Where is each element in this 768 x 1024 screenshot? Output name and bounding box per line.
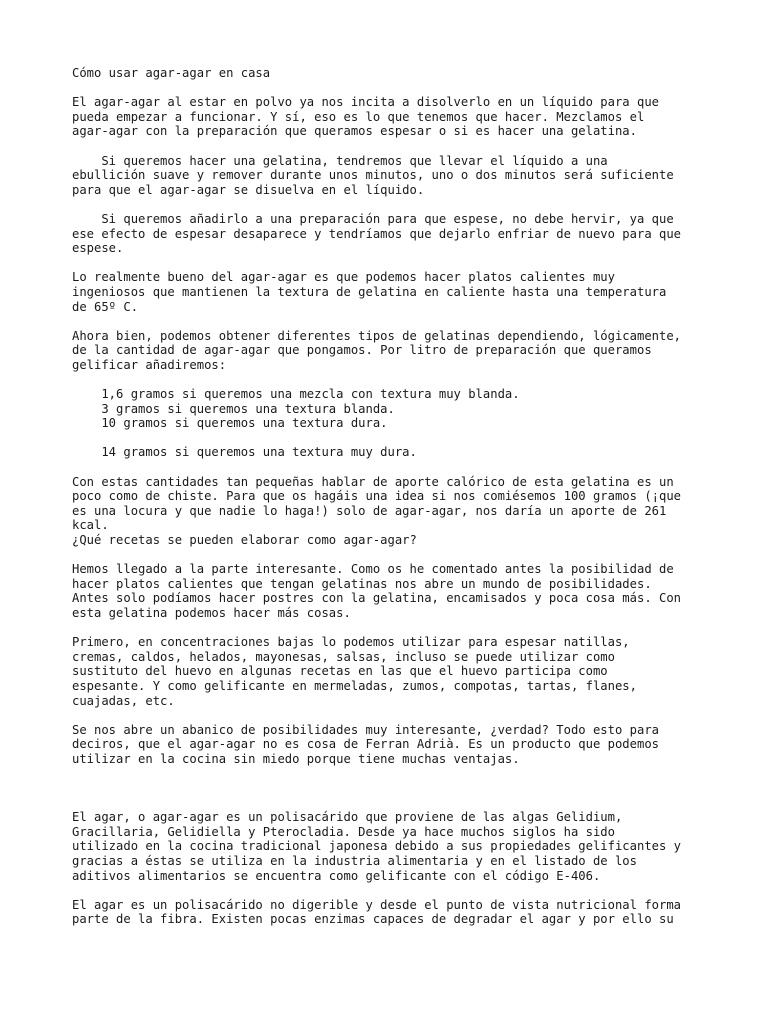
paragraph-2 bbox=[72, 154, 712, 198]
text-line: Se nos abre un abanico de posibilidades muy interesante, ¿verdad? Todo esto para bbox=[72, 722, 659, 737]
text-line: El agar-agar al estar en polvo ya nos incita a disolverlo en un líquido para que bbox=[72, 95, 659, 110]
text-line: El agar, o agar-agar es un polisacárido que proviene de las algas Gelidium, bbox=[72, 810, 623, 825]
quantity-list-extra bbox=[72, 445, 712, 460]
text-line: espese. bbox=[72, 241, 124, 256]
text-line: Si queremos añadirlo a una preparación para que espese, no debe hervir, ya que bbox=[72, 211, 674, 226]
document-title: Cómo usar agar-agar en casa bbox=[72, 66, 271, 80]
text-line: es una locura y que nadie lo haga!) solo de agar-agar, nos daría un aporte de 261 bbox=[72, 503, 667, 518]
text-line: pueda empezar a funcionar. Y sí, eso es lo que tenemos que hacer. Mezclamos el bbox=[72, 109, 645, 124]
text-line: Gracillaria, Gelidiella y Pterocladia. Desde ya hace muchos siglos ha sido bbox=[72, 824, 615, 839]
text-line: espesante. Y como gelificante en mermeladas, zumos, compotas, tartas, flanes, bbox=[72, 678, 637, 693]
paragraph-9 bbox=[72, 723, 712, 767]
text-line: ebullición suave y remover durante unos minutos, uno o dos minutos será suficiente bbox=[72, 168, 674, 183]
text-line: gelificar añadiremos: bbox=[72, 357, 227, 372]
text-line: cremas, caldos, helados, mayonesas, salsas, incluso se puede utilizar como bbox=[72, 649, 615, 664]
text-line: ese efecto de espesar desaparece y tendríamos que dejarlo enfriar de nuevo para que bbox=[72, 226, 682, 241]
paragraph-3 bbox=[72, 212, 712, 256]
paragraph-10 bbox=[72, 810, 712, 883]
paragraph-1 bbox=[72, 95, 712, 139]
text-line: utilizado en la cocina tradicional japonesa debido a sus propiedades gelificantes y bbox=[72, 839, 682, 854]
section-heading: ¿Qué recetas se pueden elaborar como agar-agar? bbox=[72, 533, 417, 547]
quantity-list bbox=[72, 387, 712, 431]
text-line: de la cantidad de agar-agar que pongamos. Por litro de preparación que queramos bbox=[72, 343, 652, 358]
paragraph-4 bbox=[72, 270, 712, 314]
text-line: Con estas cantidades tan pequeñas hablar de aporte calórico de esta gelatina es un bbox=[72, 474, 674, 489]
text-line: agar-agar con la preparación que queramos espesar o si es hacer una gelatina. bbox=[72, 124, 637, 139]
text-line: parte de la fibra. Existen pocas enzimas capaces de degradar el agar y por ello su bbox=[72, 912, 674, 927]
text-line: El agar es un polisacárido no digerible y desde el punto de vista nutricional forma bbox=[72, 897, 682, 912]
text-line: Antes solo podíamos hacer postres con la gelatina, encamisados y poca cosa más. Con bbox=[72, 591, 682, 606]
text-line: hacer platos calientes que tengan gelatinas nos abre un mundo de posibilidades. bbox=[72, 576, 652, 591]
text-line: kcal. bbox=[72, 518, 109, 533]
paragraph-11 bbox=[72, 898, 712, 927]
text-line: aditivos alimentarios se encuentra como gelificante con el código E-406. bbox=[72, 868, 601, 883]
text-line: Lo realmente bueno del agar-agar es que podemos hacer platos calientes muy bbox=[72, 270, 615, 285]
paragraph-5 bbox=[72, 329, 712, 373]
list-item: 10 gramos si queremos una textura dura. bbox=[72, 416, 388, 431]
text-line: esta gelatina podemos hacer más cosas. bbox=[72, 605, 351, 620]
paragraph-6 bbox=[72, 475, 712, 548]
paragraph-8 bbox=[72, 635, 712, 708]
list-item: 3 gramos si queremos una textura blanda. bbox=[72, 401, 395, 416]
text-line: de 65º C. bbox=[72, 299, 139, 314]
text-line: ingeniosos que mantienen la textura de gelatina en caliente hasta una temperatura bbox=[72, 284, 667, 299]
text-line: Hemos llegado a la parte interesante. Como os he comentado antes la posibilidad de bbox=[72, 562, 674, 577]
text-line: para que el agar-agar se disuelva en el líquido. bbox=[72, 182, 425, 197]
text-line: Ahora bien, podemos obtener diferentes tipos de gelatinas dependiendo, lógicamente, bbox=[72, 328, 682, 343]
text-line: Primero, en concentraciones bajas lo podemos utilizar para espesar natillas, bbox=[72, 635, 630, 650]
text-line: sustituto del huevo en algunas recetas en las que el huevo participa como bbox=[72, 664, 608, 679]
list-item: 1,6 gramos si queremos una mezcla con textura muy blanda. bbox=[72, 387, 520, 402]
text-line: deciros, que el agar-agar no es cosa de Ferran Adrià. Es un producto que podemos bbox=[72, 737, 659, 752]
text-line: utilizar en la cocina sin miedo porque tiene muchas ventajas. bbox=[72, 751, 520, 766]
text-line: gracias a éstas se utiliza en la industria alimentaria y en el listado de los bbox=[72, 854, 637, 869]
paragraph-7 bbox=[72, 562, 712, 620]
list-item: 14 gramos si queremos una textura muy dura. bbox=[72, 445, 417, 460]
document-page bbox=[72, 66, 712, 927]
text-line: poco como de chiste. Para que os hagáis una idea si nos comiésemos 100 gramos (¡que bbox=[72, 489, 682, 504]
text-line: cuajadas, etc. bbox=[72, 693, 175, 708]
text-line: Si queremos hacer una gelatina, tendremos que llevar el líquido a una bbox=[72, 153, 608, 168]
